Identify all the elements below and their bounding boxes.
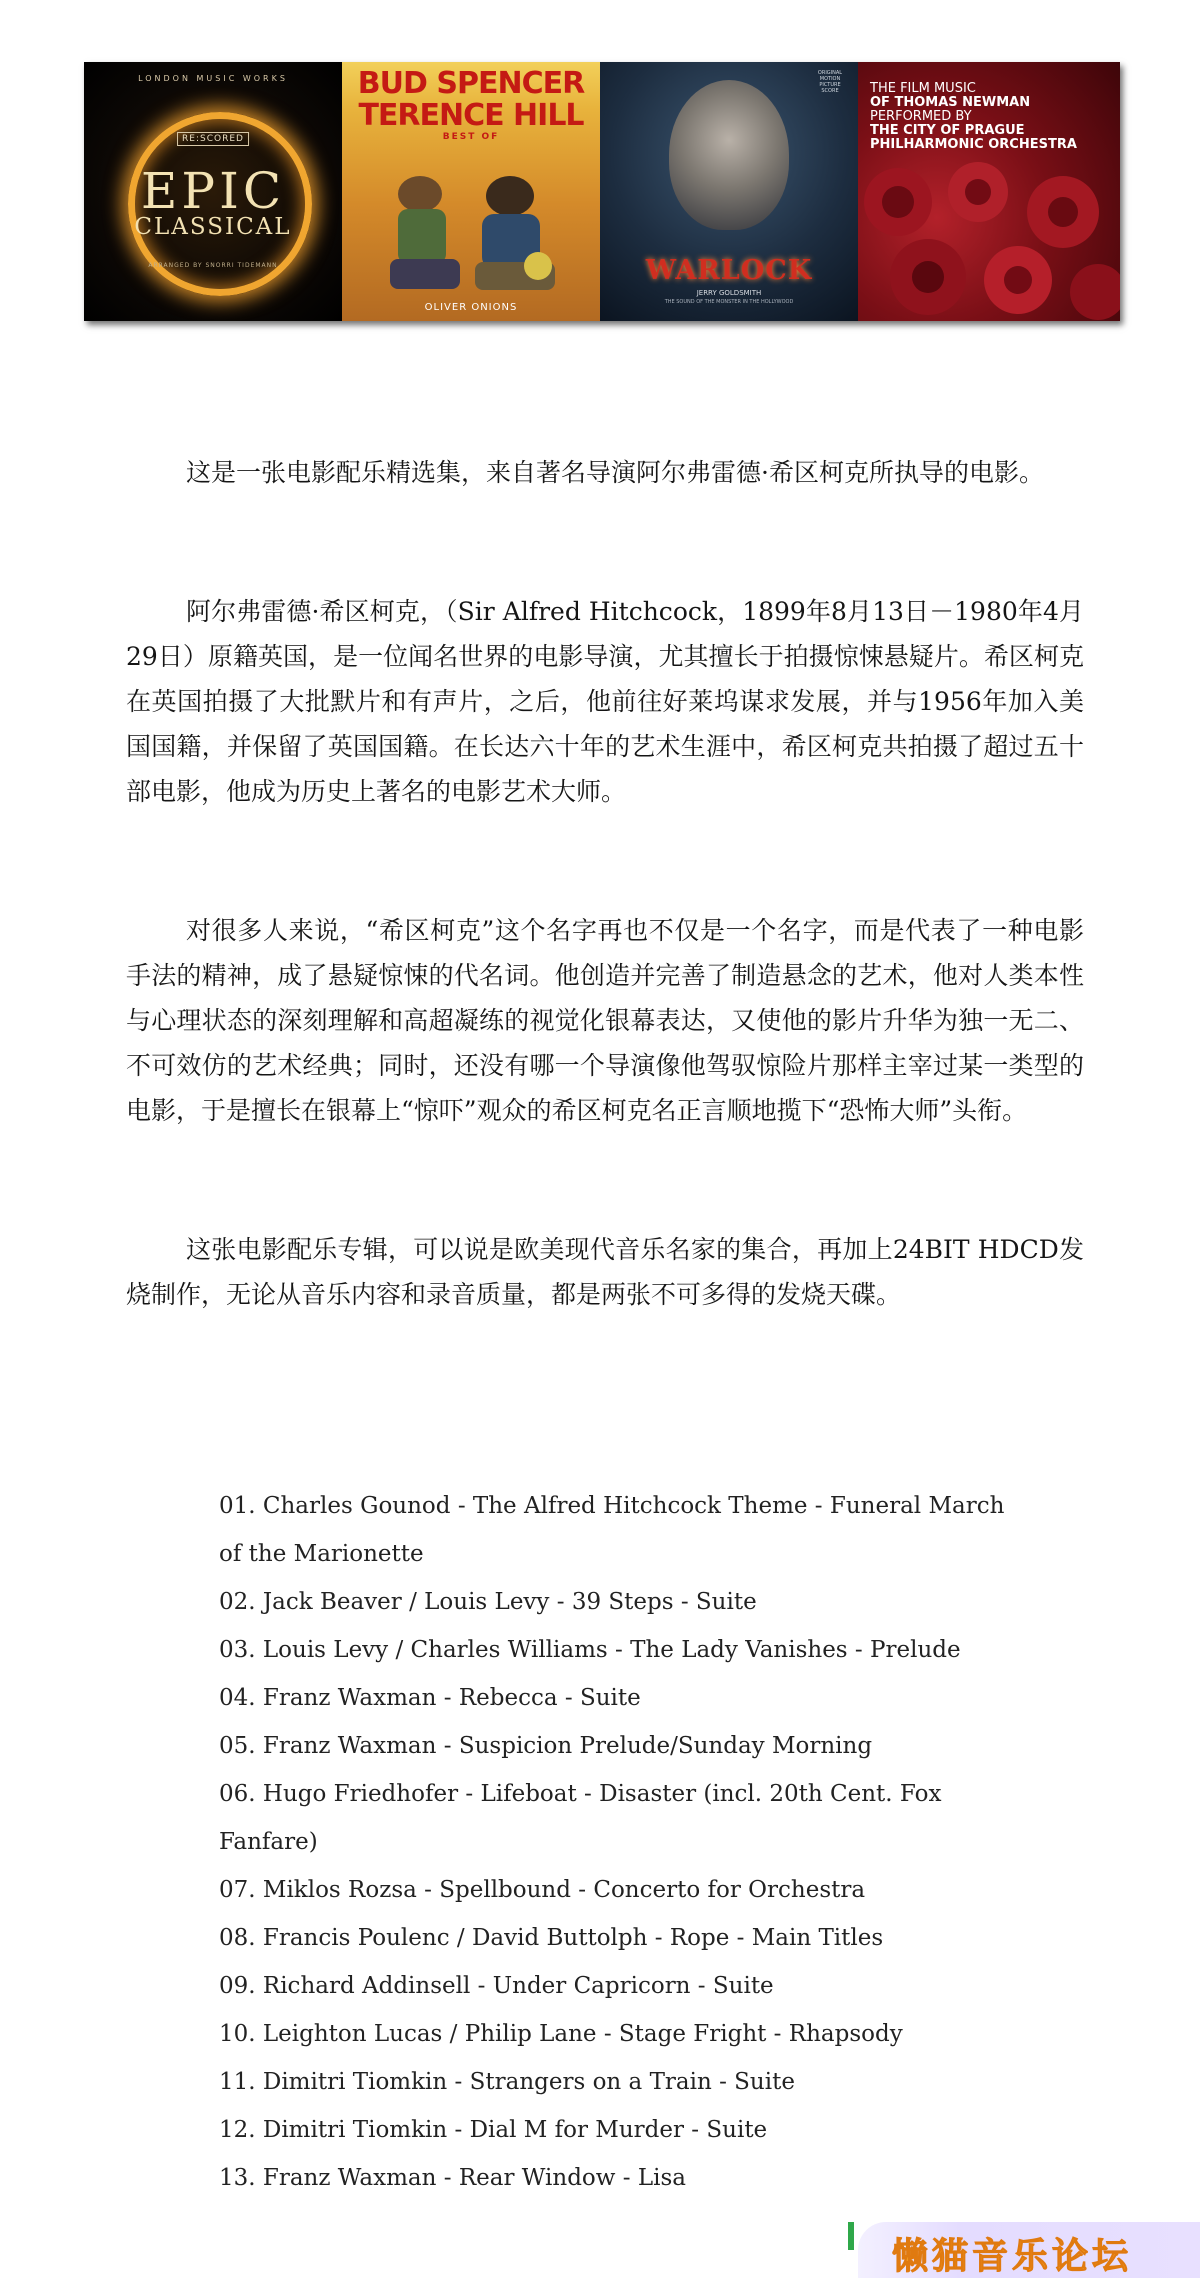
cover-line: PHILHARMONIC ORCHESTRA xyxy=(870,137,1077,152)
cover-subtitle: CLASSICAL xyxy=(134,214,292,240)
cover-credit: JERRY GOLDSMITH xyxy=(696,289,762,297)
track-line: 07. Miklos Rozsa - Spellbound - Concerto for Orchestra xyxy=(219,1877,866,1903)
track-line: 04. Franz Waxman - Rebecca - Suite xyxy=(219,1685,641,1711)
cover-line: OF THOMAS NEWMAN xyxy=(870,95,1031,110)
track-line: 01. Charles Gounod - The Alfred Hitchcock Theme - Funeral March xyxy=(219,1493,1005,1519)
roses-icon xyxy=(858,162,1120,321)
track-line: Fanfare) xyxy=(219,1829,318,1855)
cover-credit: OLIVER ONIONS xyxy=(424,302,518,313)
watermark-text: 懒猫音乐论坛 xyxy=(892,2236,1133,2277)
album-paragraph: 这张电影配乐专辑，可以说是欧美现代音乐名家的集合，再加上24BIT HDCD发烧制作，无论从音乐内容和录音质量，都是两张不可多得的发烧天碟。 xyxy=(126,1235,1084,1309)
cover-title: EPIC xyxy=(140,162,286,220)
biography-paragraph: 阿尔弗雷德·希区柯克，（Sir Alfred Hitchcock，1899年8月13日－1980年4月29日）原籍英国，是一位闻名世界的电影导演，尤其擅长于拍摄惊悚悬疑片。希区柯克在英国拍摄了大批默片和有声片，之后，他前往好莱坞谋求发展，并与1956年加入美国国籍，并保留了英国国籍。在长达六十年的艺术生涯中，希区柯克共拍摄了超过五十部电影，他成为历史上著名的电影艺术大师。 xyxy=(126,597,1084,806)
track-list xyxy=(219,1482,1079,2202)
track-line: of the Marionette xyxy=(219,1541,424,1567)
watermark-accent xyxy=(848,2222,854,2250)
track-line: 06. Hugo Friedhofer - Lifeboat - Disaster (incl. 20th Cent. Fox xyxy=(219,1781,942,1807)
cover-epic-classical xyxy=(84,62,342,321)
face-portrait-icon xyxy=(669,80,789,230)
track-line: 02. Jack Beaver / Louis Levy - 39 Steps - Suite xyxy=(219,1589,757,1615)
cover-credit: ARRANGED BY SNORRI TIDEMANN xyxy=(148,262,278,269)
track-line: 08. Francis Poulenc / David Buttolph - Rope - Main Titles xyxy=(219,1925,884,1951)
track-line: 10. Leighton Lucas / Philip Lane - Stage Fright - Rhapsody xyxy=(219,2021,903,2047)
cover-tag: ORIGINAL MOTION PICTURE SCORE xyxy=(817,70,843,94)
track-line: 09. Richard Addinsell - Under Capricorn - Suite xyxy=(219,1973,774,1999)
track-line: 12. Dimitri Tiomkin - Dial M for Murder - Suite xyxy=(219,2117,768,2143)
cover-subtitle: BEST OF xyxy=(442,132,500,142)
cover-label-top: LONDON MUSIC WORKS xyxy=(138,74,288,83)
cover-line: PERFORMED BY xyxy=(870,109,972,124)
cover-bud-spencer xyxy=(342,62,600,321)
legacy-paragraph: 对很多人来说，“希区柯克”这个名字再也不仅是一个名字，而是代表了一种电影手法的精神，成了悬疑惊悚的代名词。他创造并完善了制造悬念的艺术，他对人类本性与心理状态的深刻理解和高超凝练的视觉化银幕表达，又使他的影片升华为独一无二、不可效仿的艺术经典；同时，还没有哪一个导演像他驾驭惊险片那样主宰过某一类型的电影，于是擅长在银幕上“惊吓”观众的希区柯克名正言顺地揽下“恐怖大师”头衔。 xyxy=(126,916,1084,1125)
track-line: 03. Louis Levy / Charles Williams - The Lady Vanishes - Prelude xyxy=(219,1637,961,1663)
album-cover-banner xyxy=(84,62,1120,321)
cover-credit-2: THE SOUND OF THE MONSTER IN THE HOLLYWOOD xyxy=(664,299,794,305)
track-line: 05. Franz Waxman - Suspicion Prelude/Sunday Morning xyxy=(219,1733,873,1759)
cover-thomas-newman xyxy=(858,62,1120,321)
cover-warlock xyxy=(600,62,858,321)
track-line: 11. Dimitri Tiomkin - Strangers on a Train - Suite xyxy=(219,2069,795,2095)
forum-watermark xyxy=(858,2222,1200,2278)
cover-line: THE FILM MUSIC xyxy=(870,81,976,96)
cover-title: BUD SPENCER TERENCE HILL xyxy=(357,66,585,133)
cowboys-illustration-icon xyxy=(360,154,580,294)
cover-line: THE CITY OF PRAGUE xyxy=(870,123,1025,138)
intro-paragraph: 这是一张电影配乐精选集，来自著名导演阿尔弗雷德·希区柯克所执导的电影。 xyxy=(186,458,1044,487)
cover-title: WARLOCK xyxy=(645,255,813,286)
track-line: 13. Franz Waxman - Rear Window - Lisa xyxy=(219,2165,686,2191)
cover-text xyxy=(870,82,1077,152)
cover-badge: RE:SCORED xyxy=(177,132,249,146)
